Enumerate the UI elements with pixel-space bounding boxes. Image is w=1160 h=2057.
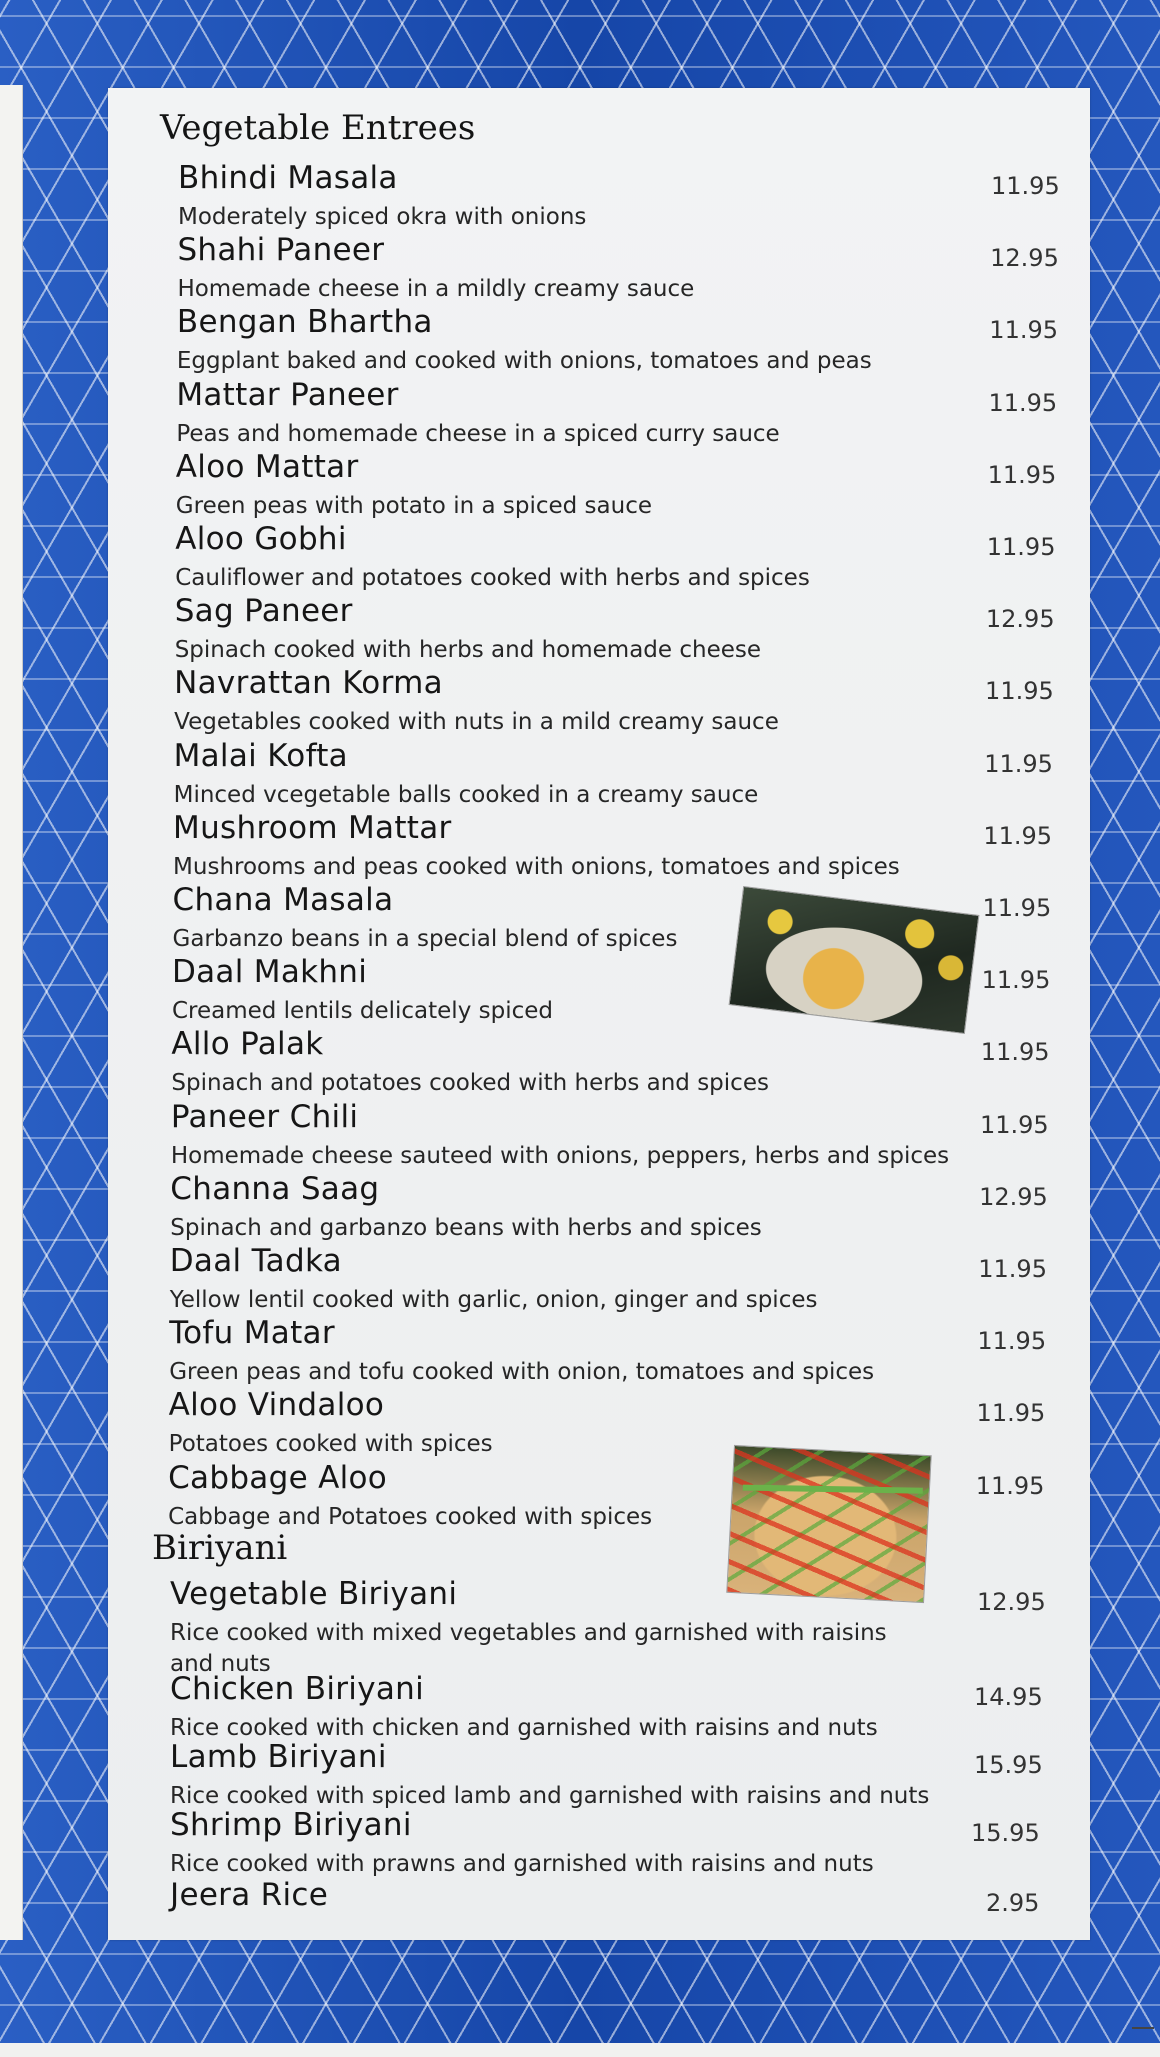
item-price: 11.95 <box>977 1327 1047 1356</box>
item-description: Eggplant baked and cooked with onions, tomatoes and peas <box>176 348 872 375</box>
item-description: Creamed lentils delicately spiced <box>171 998 553 1025</box>
item-price: 12.95 <box>985 605 1055 634</box>
item-price: 11.95 <box>981 966 1051 995</box>
item-description: Rice cooked with chicken and garnished with raisins and nuts <box>170 1715 878 1741</box>
item-description: Cauliflower and potatoes cooked with herbs and spices <box>175 565 810 591</box>
item-price: 2.95 <box>986 1889 1040 1917</box>
item-price: 11.95 <box>984 749 1053 778</box>
item-description: Mushrooms and peas cooked with onions, tomatoes and spices <box>173 853 900 880</box>
item-description: Green peas and tofu cooked with onion, tomatoes and spices <box>169 1359 875 1386</box>
item-description: Peas and homemade cheese in a spiced curry sauce <box>176 420 780 447</box>
item-price: 15.95 <box>974 1751 1043 1779</box>
item-description: Garbanzo beans in a special blend of spices <box>172 926 678 952</box>
item-description: Rice cooked with prawns and garnished with raisins and nuts <box>170 1851 874 1877</box>
item-name: Vegetable Biriyani <box>170 1576 458 1612</box>
item-price: 12.95 <box>977 1588 1046 1616</box>
item-name: Malai Kofta <box>173 737 348 774</box>
item-name: Daal Tadka <box>169 1243 342 1279</box>
item-description: Spinach and potatoes cooked with herbs and spices <box>171 1070 769 1097</box>
item-description: Spinach cooked with herbs and homemade cheese <box>174 637 762 664</box>
item-name: Daal Makhni <box>171 954 368 991</box>
item-description: Vegetables cooked with nuts in a mild creamy sauce <box>174 709 779 736</box>
item-price: 11.95 <box>989 316 1059 345</box>
item-description: Homemade cheese in a mildly creamy sauce <box>177 276 695 303</box>
item-name: Bhindi Masala <box>178 160 398 196</box>
edge-mark <box>1132 2027 1154 2029</box>
menu-page <box>108 88 1090 1940</box>
item-price: 11.95 <box>988 388 1058 417</box>
item-name: Mattar Paneer <box>176 376 399 413</box>
item-name: Shrimp Biriyani <box>170 1807 412 1843</box>
item-price: 11.95 <box>980 1038 1050 1067</box>
item-name: Aloo Mattar <box>175 448 359 485</box>
item-name: Aloo Vindaloo <box>168 1387 385 1424</box>
item-price: 11.95 <box>982 894 1052 922</box>
item-description: Rice cooked with spiced lamb and garnished with raisins and nuts <box>170 1783 930 1809</box>
item-description: Moderately spiced okra with onions <box>178 204 587 230</box>
item-name: Chana Masala <box>172 882 394 918</box>
section-title: Vegetable Entrees <box>160 108 476 148</box>
item-description: Green peas with potato in a spiced sauce <box>175 492 653 519</box>
item-name: Tofu Matar <box>169 1315 335 1352</box>
item-description: Minced vcegetable balls cooked in a creamy sauce <box>173 781 759 808</box>
item-name: Allo Palak <box>171 1026 324 1063</box>
item-name: Navrattan Korma <box>174 665 443 702</box>
item-description: Rice cooked with mixed vegetables and garnished with raisins <box>170 1620 887 1646</box>
item-price: 14.95 <box>974 1683 1043 1711</box>
item-price: 11.95 <box>976 1399 1046 1428</box>
item-price: 11.95 <box>975 1471 1045 1500</box>
item-price: 11.95 <box>978 1255 1047 1283</box>
item-name: Cabbage Aloo <box>168 1459 388 1496</box>
item-price: 15.95 <box>971 1819 1040 1847</box>
section-title: Biriyani <box>152 1528 288 1568</box>
item-name: Chicken Biriyani <box>170 1671 425 1707</box>
item-name: Aloo Gobhi <box>175 521 347 557</box>
item-name: Lamb Biriyani <box>170 1739 387 1775</box>
item-name: Channa Saag <box>170 1170 380 1207</box>
item-price: 11.95 <box>991 172 1060 200</box>
item-description: Homemade cheese sauteed with onions, peppers, herbs and spices <box>170 1142 950 1169</box>
item-price: 11.95 <box>979 1110 1049 1139</box>
item-description: Yellow lentil cooked with garlic, onion, ginger and spices <box>169 1287 818 1313</box>
item-price: 12.95 <box>990 244 1059 273</box>
item-name: Paneer Chili <box>170 1098 359 1135</box>
item-description-continued: and nuts <box>170 1651 271 1677</box>
item-price: 11.95 <box>985 677 1054 706</box>
item-price: 12.95 <box>979 1182 1048 1211</box>
item-name: Jeera Rice <box>170 1877 329 1913</box>
item-name: Bengan Bhartha <box>176 304 433 341</box>
item-price: 11.95 <box>986 533 1056 561</box>
biriyani-dish-photo <box>726 1445 931 1603</box>
adjacent-page-edge <box>0 85 23 1940</box>
item-name: Sag Paneer <box>174 593 353 630</box>
item-description: Spinach and garbanzo beans with herbs and spices <box>170 1214 762 1241</box>
item-price: 11.95 <box>987 460 1057 489</box>
item-description: Potatoes cooked with spices <box>168 1431 493 1458</box>
item-name: Shahi Paneer <box>177 232 385 269</box>
item-price: 11.95 <box>983 821 1053 850</box>
item-description: Cabbage and Potatoes cooked with spices <box>168 1503 653 1530</box>
bottom-page-edge <box>0 2043 1160 2057</box>
item-name: Mushroom Mattar <box>173 809 452 846</box>
